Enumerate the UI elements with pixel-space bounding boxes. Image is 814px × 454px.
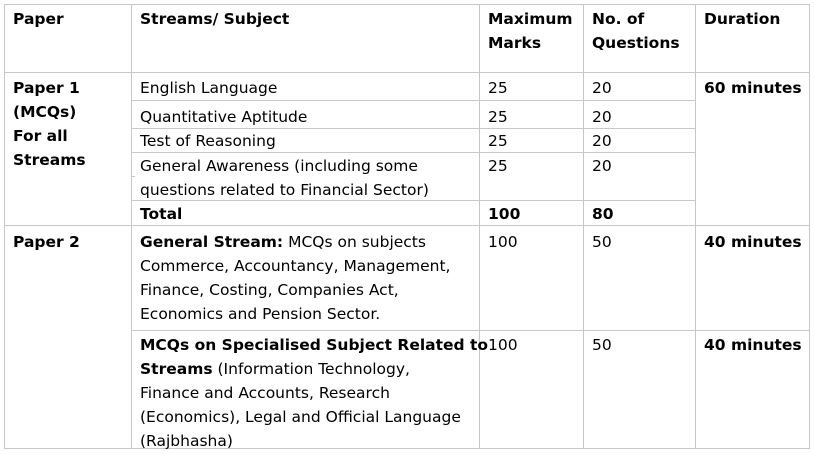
general-stream-questions: 50 [592,233,612,251]
total-label: Total [140,205,183,223]
header-max-marks-line2: Marks [488,34,542,52]
general-stream-marks: 100 [488,233,518,251]
specialised-streams-word: Streams [140,360,213,378]
exam-pattern-table [4,4,810,449]
specialised-marks: 100 [488,336,518,354]
subject-english: English Language [140,79,278,97]
general-stream-heading: General Stream: [140,233,284,251]
paper1-label-line3: For all [13,127,68,145]
marks-reasoning: 25 [488,132,508,150]
header-max-marks-line1: Maximum [488,10,573,28]
subject-reasoning: Test of Reasoning [140,132,276,150]
paper1-duration: 60 minutes [704,79,802,97]
subject-awareness-line2: questions related to Financial Sector) [140,181,429,199]
header-streams: Streams/ Subject [140,10,290,28]
total-marks: 100 [488,205,521,223]
specialised-questions: 50 [592,336,612,354]
subject-awareness-line1: General Awareness (including some [140,157,418,175]
specialised-line2 [140,357,410,381]
specialised-duration: 40 minutes [704,336,802,354]
specialised-intro: (Information Technology, [212,360,410,378]
subject-quant: Quantitative Aptitude [140,108,308,126]
general-stream-line3: Finance, Costing, Companies Act, [140,281,399,299]
specialised-line3: Finance and Accounts, Research [140,384,390,402]
general-stream-duration: 40 minutes [704,233,802,251]
marks-awareness: 25 [488,157,508,175]
general-stream-line4: Economics and Pension Sector. [140,305,381,323]
marks-quant: 25 [488,108,508,126]
general-stream-intro: MCQs on subjects [283,233,426,251]
general-stream-line2: Commerce, Accountancy, Management, [140,257,451,275]
paper1-label-line4: Streams [13,151,86,169]
questions-english: 20 [592,79,612,97]
questions-quant: 20 [592,108,612,126]
questions-awareness: 20 [592,157,612,175]
specialised-line4: (Economics), Legal and Official Language [140,408,461,426]
header-duration: Duration [704,10,781,28]
general-stream-line1 [140,230,426,254]
specialised-line5: (Rajbhasha) [140,432,233,450]
paper2-label: Paper 2 [13,233,80,251]
header-questions-line2: Questions [592,34,680,52]
specialised-line1: MCQs on Specialised Subject Related to [140,336,489,354]
questions-reasoning: 20 [592,132,612,150]
total-questions: 80 [592,205,614,223]
header-paper: Paper [13,10,64,28]
marks-english: 25 [488,79,508,97]
paper1-label-line1: Paper 1 [13,79,80,97]
header-questions-line1: No. of [592,10,645,28]
paper1-label-line2: (MCQs) [13,103,77,121]
